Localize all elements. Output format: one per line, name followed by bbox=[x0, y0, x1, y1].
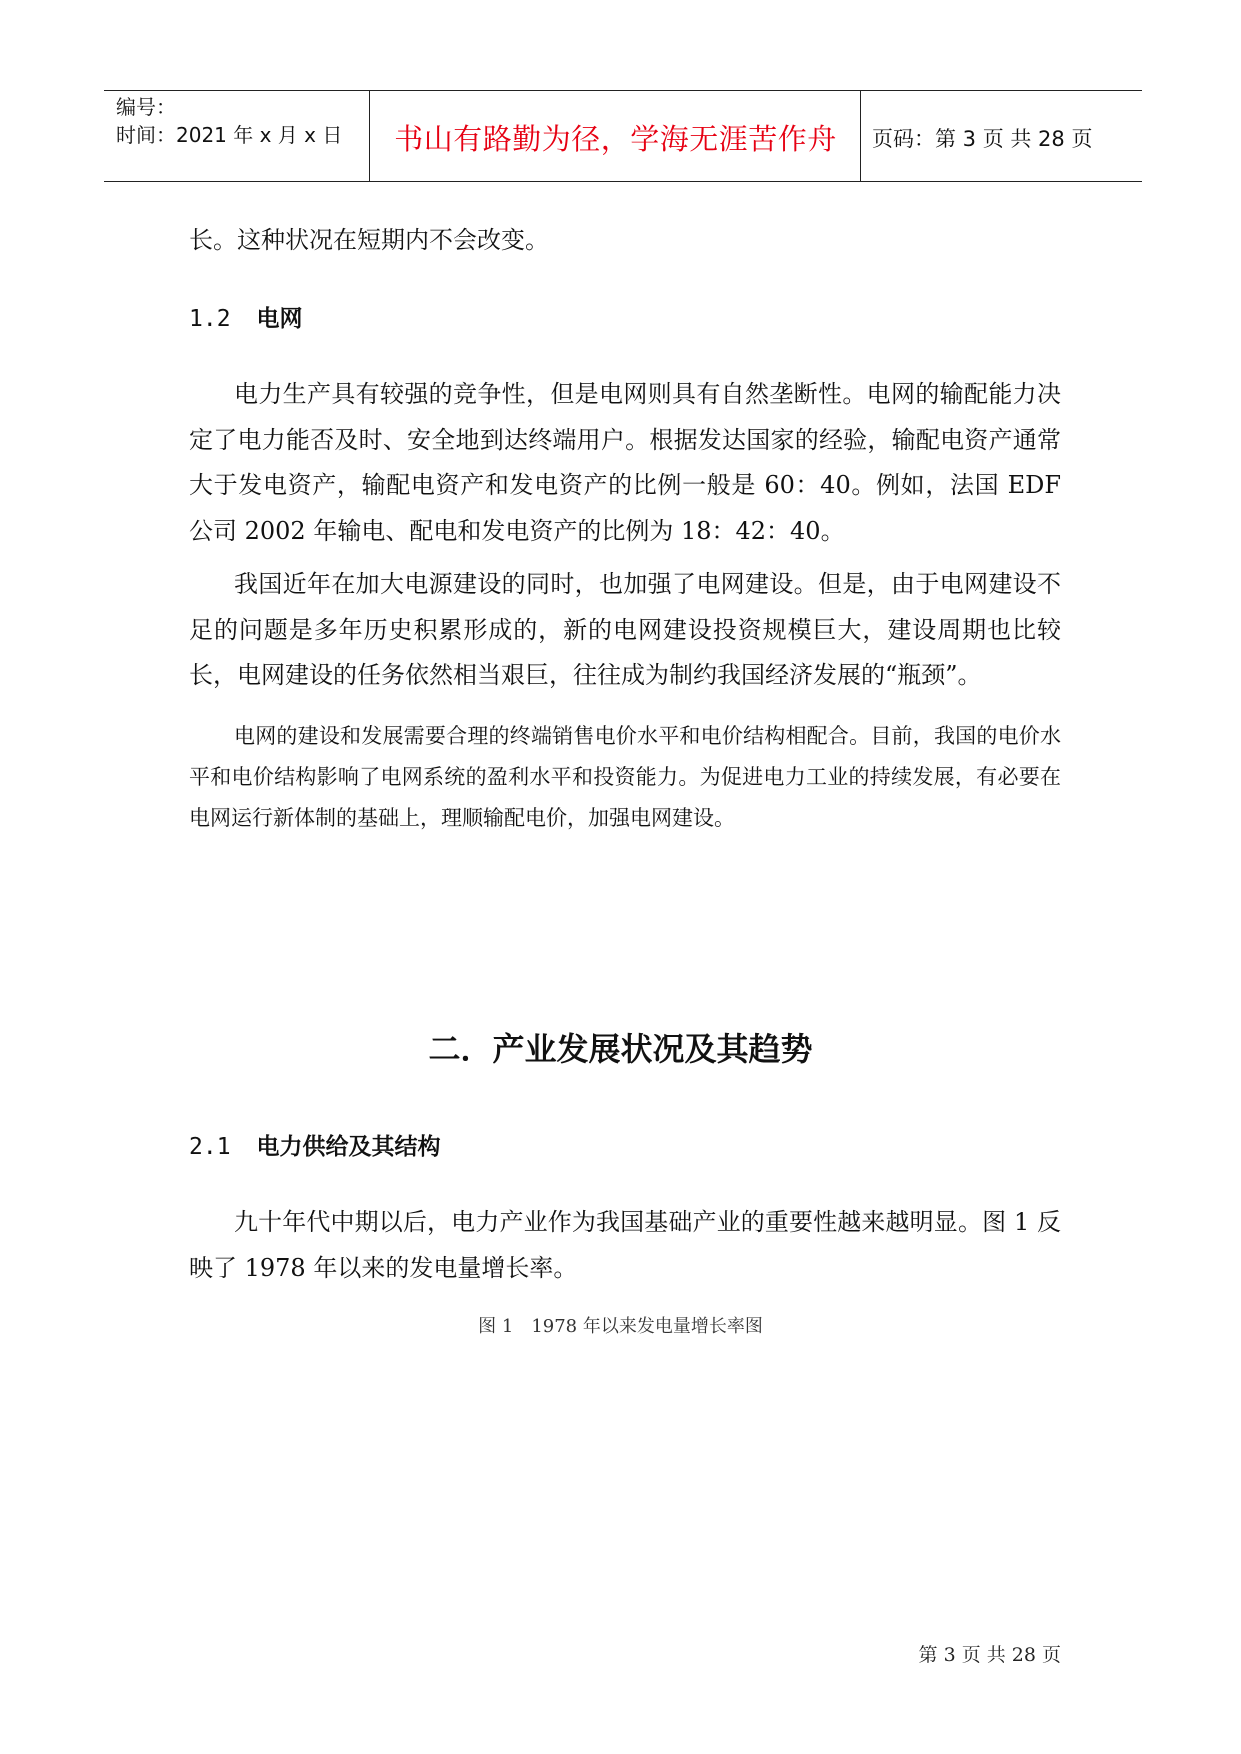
figure-caption: 图 1 1978 年以来发电量增长率图 bbox=[478, 1316, 763, 1337]
section-title: 电网 bbox=[256, 306, 303, 332]
header-page-label: 页码：第 3 页 共 28 页 bbox=[872, 127, 1093, 151]
paragraph: 电网的建设和发展需要合理的终端销售电价水平和电价结构相配合。目前，我国的电价水平和电价结构影响了电网系统的盈利水平和投资能力。为促进电力工业的持续发展，有必要在电网运行新体制的基础上，理顺输配电价，加强电网建设。 bbox=[189, 724, 1061, 830]
section-heading-2-1 bbox=[189, 1128, 441, 1161]
paragraph: 我国近年在加大电源建设的同时，也加强了电网建设。但是，由于电网建设不足的问题是多年历史积累形成的，新的电网建设投资规模巨大，建设周期也比较长，电网建设的任务依然相当艰巨，往往成为制约我国经济发展的“瓶颈”。 bbox=[189, 570, 1061, 689]
header-time-label: 时间：2021 年 x 月 x 日 bbox=[116, 123, 343, 147]
chapter-title: 二．产业发展状况及其趋势 bbox=[428, 1030, 813, 1068]
section-title: 电力供给及其结构 bbox=[256, 1134, 441, 1160]
header-motto: 书山有路勤为径，学海无涯苦作舟 bbox=[394, 122, 837, 156]
section-number: 1.2 bbox=[189, 306, 231, 332]
header-number-label: 编号： bbox=[116, 95, 176, 119]
paragraph: 九十年代中期以后，电力产业作为我国基础产业的重要性越来越明显。图 1 反映了 1978 年以来的发电量增长率。 bbox=[189, 1208, 1061, 1282]
header-divider bbox=[369, 91, 370, 181]
section-number: 2.1 bbox=[189, 1134, 231, 1160]
page-header bbox=[104, 90, 1142, 182]
header-meta bbox=[116, 93, 342, 149]
section-heading-1-2 bbox=[189, 300, 303, 333]
page-footer: 第 3 页 共 28 页 bbox=[918, 1644, 1061, 1666]
header-divider bbox=[860, 91, 861, 181]
paragraph: 电力生产具有较强的竞争性，但是电网则具有自然垄断性。电网的输配能力决定了电力能否及时、安全地到达终端用户。根据发达国家的经验，输配电资产通常大于发电资产，输配电资产和发电资产的比例一般是 60：40。例如，法国 EDF 公司 2002 年输电、配电和发电资产的比例为 18：42：40。 bbox=[189, 380, 1061, 545]
continuation-text: 长。这种状况在短期内不会改变。 bbox=[189, 226, 549, 254]
